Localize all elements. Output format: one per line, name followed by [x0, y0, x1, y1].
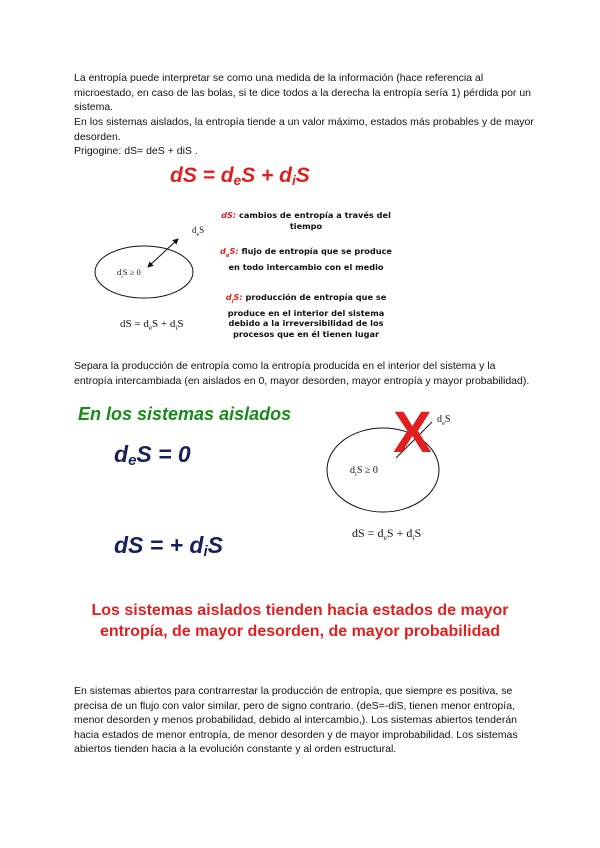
open-systems-paragraph: En sistemas abiertos para contrarrestar la producción de entropía, que siempre es positiva, se precisa de un flujo con valor similar, pero de signo contrario. (deS=-diS, tienen menor entropía, menor desorden y menos probabilidad, debido al intercambio,). Los sistemas abiertos tenderán hacia estados de menor entropía, de menor desorden y de mayor improbabilidad. Los sistemas abiertos tienden hacia a la evolución constante y al orden estructural. [74, 685, 518, 755]
prigogine-paragraph: Prigogine: dS= deS + diS . [74, 145, 198, 157]
des-zero-equation: $d_eS = 0$ [114, 441, 191, 469]
de-s-label-1: $d_eS$ [192, 225, 205, 238]
intro-paragraph: La entropía puede interpretar se como una medida de la información (hace referencia al microestado, en caso de las bolas, si te dice todos a la derecha la entropía sería 1) pérdida por un sistema. [74, 72, 532, 113]
isolated-paragraph: En los sistemas aislados, la entropía tiende a un valor máximo, estados más probables y de mayor desorden. [74, 116, 534, 143]
exchange-arrow [148, 239, 178, 267]
cross-mark: X [393, 400, 432, 465]
diagram-caption-1: dS = $d_eS + d_iS$ [120, 318, 184, 332]
legend-ds: dS: cambios de entropía a través del tiempo [221, 210, 391, 231]
legend-des: $d_eS$: flujo de entropía que se produce en todo intercambio con el medio [220, 246, 392, 272]
de-s-label-2: $d_eS$ [437, 414, 451, 427]
isolated-systems-title: En los sistemas aislados [78, 404, 292, 424]
di-s-label-1: $d_iS \ge 0$ [117, 267, 141, 280]
legend-dis: $d_iS$: producción de entropía que se produce en el interior del sistema debido a la irreversibilidad de los procesos que en él tienen lugar [225, 292, 387, 339]
diagram-caption-2: dS = $d_eS + d_iS$ [352, 526, 422, 542]
system-ellipse [95, 246, 193, 298]
separa-paragraph: Separa la producción de entropía como la entropía producida en el interior del sistema y la entropía intercambiada (en aislados en 0, mayor desorden, mayor entropía y mayor probabilidad). [74, 360, 530, 387]
ds-equals-dis-equation: dS = + $d_iS$ [114, 532, 223, 560]
di-s-label-2: $d_iS \ge 0$ [350, 465, 378, 478]
isolated-systems-headline: Los sistemas aislados tienden hacia estados de mayor entropía, de mayor desorden, de mayor probabilidad [91, 602, 509, 640]
entropy-equation-heading: dS = $d_eS + d_iS$ [170, 164, 310, 188]
